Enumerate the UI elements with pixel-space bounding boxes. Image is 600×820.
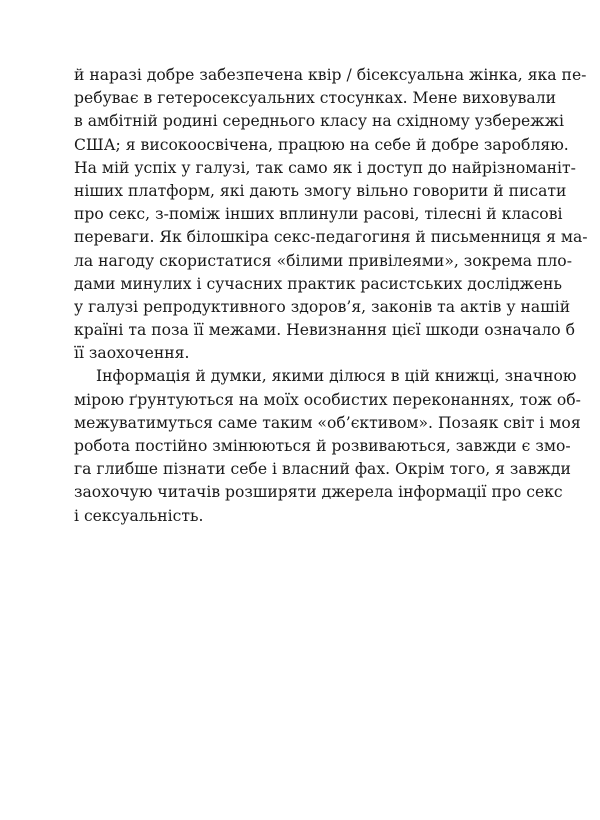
text-line: заохочую читачів розширяти джерела інформації про секс — [74, 483, 563, 502]
text-line: ребуває в гетеросексуальних стосунках. Мене виховували — [74, 89, 557, 108]
text-line: дами минулих і сучасних практик расистських досліджень — [74, 274, 562, 293]
text-line: Інформація й думки, якими ділюся в цій книжці, значною — [96, 367, 577, 386]
text-line: робота постійно змінюються й розвиваються, завжди є змо- — [74, 437, 571, 455]
text-line: ніших платформ, які дають змогу вільно говорити й писати — [74, 181, 567, 200]
text-line: й наразі добре забезпечена квір / бісексуальна жінка, яка пе- — [74, 66, 587, 84]
text-line: країні та поза її межами. Невизнання цієї шкоди означало б — [74, 321, 576, 340]
text-line: її заохочення. — [74, 344, 190, 363]
body-text — [74, 64, 588, 528]
text-line: в амбітній родині середнього класу на східному узбережжі — [74, 112, 564, 131]
paragraph-2 — [74, 365, 581, 527]
text-line: про секс, з-поміж інших вплинули расові, тілесні й класові — [74, 205, 563, 224]
text-line: переваги. Як білошкіра секс-педагогиня й письменниця я ма- — [74, 228, 588, 247]
paragraph-1 — [74, 64, 588, 365]
text-line: у галузі репродуктивного здоров’я, законів та актів у нашій — [74, 297, 571, 316]
text-line: ла нагоду скористатися «білими привілеями», зокрема пло- — [74, 251, 572, 270]
text-line: га глибше пізнати себе і власний фах. Окрім того, я завжди — [74, 460, 571, 479]
text-line: США; я високоосвічена, працюю на себе й добре заробляю. — [74, 135, 569, 154]
text-line: мірою ґрунтуються на моїх особистих переконаннях, тож об- — [74, 390, 581, 409]
text-line: На мій успіх у галузі, так само як і доступ до найрізноманіт- — [74, 158, 576, 177]
text-line: межуватимуться саме таким «об’єктивом». Позаяк світ і моя — [74, 413, 581, 432]
text-line: і сексуальність. — [74, 506, 204, 525]
